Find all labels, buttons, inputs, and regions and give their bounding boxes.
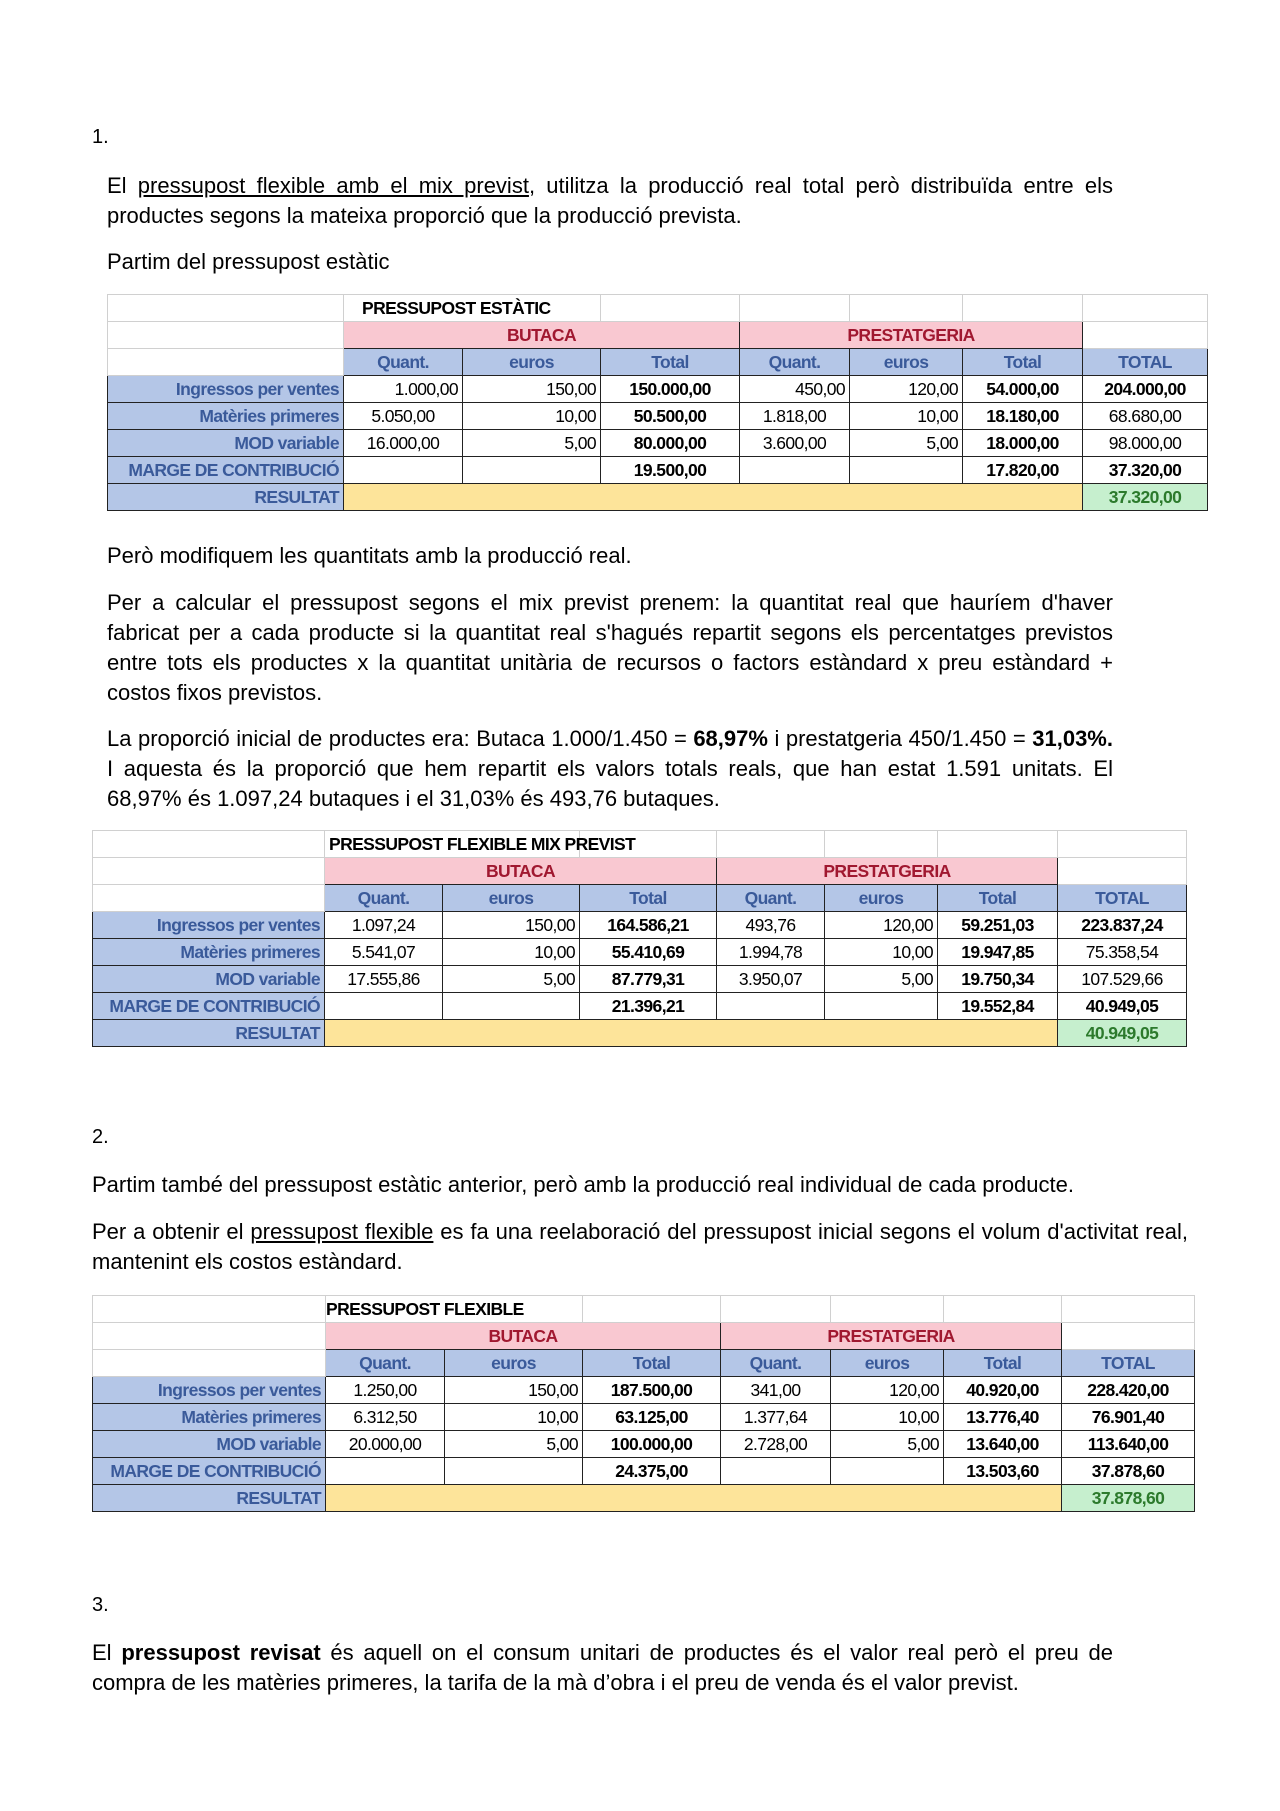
text: Per a obtenir el	[92, 1219, 251, 1244]
column-header: euros	[850, 349, 963, 376]
cell: 19.500,00	[601, 457, 740, 484]
table-row	[93, 993, 1187, 1020]
result-fill	[325, 1020, 1058, 1047]
result-value: 37.320,00	[1083, 484, 1208, 511]
cell	[831, 1458, 944, 1485]
section-number: 3.	[92, 1594, 109, 1616]
column-header: Quant.	[721, 1350, 831, 1377]
table-row	[93, 1377, 1195, 1404]
column-header: Total	[583, 1350, 721, 1377]
result-fill	[344, 484, 1083, 511]
table-row	[93, 912, 1187, 939]
column-header: Total	[944, 1350, 1062, 1377]
cell: 164.586,21	[580, 912, 717, 939]
cell: 10,00	[825, 939, 938, 966]
cell: 21.396,21	[580, 993, 717, 1020]
cell: 1.377,64	[721, 1404, 831, 1431]
section-1-intro	[107, 171, 1113, 231]
paragraph-proportion	[107, 724, 1113, 814]
cell: 5,00	[445, 1431, 583, 1458]
table-pressupost-flexible	[92, 1295, 1195, 1512]
column-header: euros	[445, 1350, 583, 1377]
paragraph: Partim també del pressupost estàtic anterior, però amb la producció real individual de cada producte.	[92, 1172, 1074, 1197]
cell: 5,00	[443, 966, 580, 993]
cell: 55.410,69	[580, 939, 717, 966]
cell: 187.500,00	[583, 1377, 721, 1404]
cell: 5,00	[831, 1431, 944, 1458]
group-header-prestatgeria: PRESTATGERIA	[721, 1323, 1062, 1350]
column-header: euros	[831, 1350, 944, 1377]
cell: 59.251,03	[938, 912, 1058, 939]
table-row	[93, 966, 1187, 993]
row-label: MOD variable	[93, 966, 325, 993]
cell: 18.000,00	[963, 430, 1083, 457]
underlined-term: pressupost flexible	[250, 1219, 434, 1244]
paragraph: Però modifiquem les quantitats amb la producció real.	[107, 543, 632, 568]
cell: 341,00	[721, 1377, 831, 1404]
text: i prestatgeria 450/1.450 =	[767, 726, 1033, 751]
cell: 5,00	[463, 430, 601, 457]
cell: 5.050,00	[344, 403, 463, 430]
cell: 6.312,50	[326, 1404, 445, 1431]
cell: 1.097,24	[325, 912, 443, 939]
paragraph: Partim del pressupost estàtic	[107, 249, 390, 274]
row-label: Ingressos per ventes	[93, 912, 325, 939]
cell: 493,76	[717, 912, 825, 939]
cell: 120,00	[831, 1377, 944, 1404]
cell: 80.000,00	[601, 430, 740, 457]
table-row	[108, 403, 1208, 430]
column-header: euros	[825, 885, 938, 912]
cell: 1.818,00	[740, 403, 850, 430]
group-header-prestatgeria: PRESTATGERIA	[717, 858, 1058, 885]
column-header: TOTAL	[1083, 349, 1208, 376]
cell: 1.000,00	[344, 376, 463, 403]
table-row	[93, 1431, 1195, 1458]
column-header: Quant.	[344, 349, 463, 376]
cell: 10,00	[850, 403, 963, 430]
row-label: MOD variable	[93, 1431, 326, 1458]
cell	[850, 457, 963, 484]
cell: 54.000,00	[963, 376, 1083, 403]
cell: 150,00	[463, 376, 601, 403]
cell	[344, 457, 463, 484]
table-row	[93, 1404, 1195, 1431]
cell: 17.820,00	[963, 457, 1083, 484]
column-header: Total	[963, 349, 1083, 376]
cell: 120,00	[825, 912, 938, 939]
table-row	[108, 430, 1208, 457]
text: El	[107, 173, 138, 198]
cell: 10,00	[443, 939, 580, 966]
cell: 19.552,84	[938, 993, 1058, 1020]
group-header-butaca: BUTACA	[325, 858, 717, 885]
cell: 19.947,85	[938, 939, 1058, 966]
cell: 19.750,34	[938, 966, 1058, 993]
column-header: Quant.	[326, 1350, 445, 1377]
table-title: PRESSUPOST FLEXIBLE MIX PREVIST	[325, 831, 580, 858]
column-header: Quant.	[325, 885, 443, 912]
table-title: PRESSUPOST FLEXIBLE	[326, 1296, 583, 1323]
cell: 5,00	[825, 966, 938, 993]
cell: 17.555,86	[325, 966, 443, 993]
cell: 68.680,00	[1083, 403, 1208, 430]
group-header-prestatgeria: PRESTATGERIA	[740, 322, 1083, 349]
column-header: TOTAL	[1058, 885, 1187, 912]
column-header: euros	[443, 885, 580, 912]
row-label: MARGE DE CONTRIBUCIÓ	[108, 457, 344, 484]
table-pressupost-estatic	[107, 294, 1208, 511]
cell: 63.125,00	[583, 1404, 721, 1431]
row-label: MOD variable	[108, 430, 344, 457]
cell: 10,00	[831, 1404, 944, 1431]
cell: 120,00	[850, 376, 963, 403]
group-header-butaca: BUTACA	[326, 1323, 721, 1350]
column-header: euros	[463, 349, 601, 376]
cell: 113.640,00	[1062, 1431, 1195, 1458]
row-label: Matèries primeres	[93, 939, 325, 966]
cell: 450,00	[740, 376, 850, 403]
text: és aquell on el consum unitari de productes és el valor real però el preu de compra de les matèries primeres, la tarifa de la mà d’obra i el preu de venda és el valor previst.	[92, 1640, 1113, 1695]
paragraph-revisat	[92, 1638, 1113, 1698]
row-label: Ingressos per ventes	[108, 376, 344, 403]
row-label: Matèries primeres	[93, 1404, 326, 1431]
cell: 223.837,24	[1058, 912, 1187, 939]
cell	[463, 457, 601, 484]
cell: 98.000,00	[1083, 430, 1208, 457]
cell: 228.420,00	[1062, 1377, 1195, 1404]
cell	[721, 1458, 831, 1485]
underlined-term: pressupost flexible amb el mix previst	[137, 173, 529, 198]
table-row	[93, 939, 1187, 966]
cell: 3.600,00	[740, 430, 850, 457]
group-header-butaca: BUTACA	[344, 322, 740, 349]
result-label: RESULTAT	[108, 484, 344, 511]
cell: 50.500,00	[601, 403, 740, 430]
cell: 5.541,07	[325, 939, 443, 966]
cell: 3.950,07	[717, 966, 825, 993]
cell: 18.180,00	[963, 403, 1083, 430]
result-label: RESULTAT	[93, 1485, 326, 1512]
cell: 150,00	[445, 1377, 583, 1404]
cell: 40.920,00	[944, 1377, 1062, 1404]
text: , utilitza la producció real total però distribuïda entre els productes segons la mateixa proporció que la producció prevista.	[107, 173, 1113, 228]
cell: 75.358,54	[1058, 939, 1187, 966]
cell	[445, 1458, 583, 1485]
cell: 87.779,31	[580, 966, 717, 993]
cell: 13.776,40	[944, 1404, 1062, 1431]
cell: 37.878,60	[1062, 1458, 1195, 1485]
section-number: 1.	[92, 126, 109, 148]
table-title: PRESSUPOST ESTÀTIC	[344, 295, 601, 322]
cell	[325, 993, 443, 1020]
cell: 20.000,00	[326, 1431, 445, 1458]
paragraph-flexible	[92, 1217, 1188, 1277]
column-header: Quant.	[740, 349, 850, 376]
paragraph: Per a calcular el pressupost segons el mix previst prenem: la quantitat real que hauríem d'haver fabricat per a cada producte si la quantitat real s'hagués repartit segons els percentatges previstos entre tots els productes x la quantitat unitària de recursos o factors estàndard x preu estàndard + costos fixos previstos.	[107, 590, 1113, 705]
result-row	[108, 484, 1208, 511]
cell	[717, 993, 825, 1020]
text: El	[92, 1640, 122, 1665]
cell: 16.000,00	[344, 430, 463, 457]
text: La proporció inicial de productes era: Butaca 1.000/1.450 =	[107, 726, 694, 751]
result-row	[93, 1485, 1195, 1512]
column-header: Quant.	[717, 885, 825, 912]
cell: 10,00	[463, 403, 601, 430]
cell: 10,00	[445, 1404, 583, 1431]
cell: 150.000,00	[601, 376, 740, 403]
bold-text: pressupost revisat	[121, 1640, 321, 1665]
text: I aquesta és la proporció que hem repartit els valors totals reals, que han estat 1.591 unitats. El 68,97% és 1.097,24 butaques i el 31,03% és 493,76 butaques.	[107, 756, 1113, 811]
table-row	[108, 457, 1208, 484]
table-row	[108, 376, 1208, 403]
cell: 13.503,60	[944, 1458, 1062, 1485]
cell	[740, 457, 850, 484]
cell	[825, 993, 938, 1020]
cell: 107.529,66	[1058, 966, 1187, 993]
cell: 100.000,00	[583, 1431, 721, 1458]
cell: 2.728,00	[721, 1431, 831, 1458]
column-header: TOTAL	[1062, 1350, 1195, 1377]
cell: 24.375,00	[583, 1458, 721, 1485]
column-header: Total	[938, 885, 1058, 912]
cell: 5,00	[850, 430, 963, 457]
cell: 1.250,00	[326, 1377, 445, 1404]
row-label: Matèries primeres	[108, 403, 344, 430]
cell: 40.949,05	[1058, 993, 1187, 1020]
cell: 13.640,00	[944, 1431, 1062, 1458]
row-label: MARGE DE CONTRIBUCIÓ	[93, 993, 325, 1020]
column-header: Total	[580, 885, 717, 912]
row-label: Ingressos per ventes	[93, 1377, 326, 1404]
table-row	[93, 1458, 1195, 1485]
result-row	[93, 1020, 1187, 1047]
bold-text: 31,03%.	[1032, 726, 1113, 751]
result-label: RESULTAT	[93, 1020, 325, 1047]
column-header: Total	[601, 349, 740, 376]
bold-text: 68,97%	[693, 726, 768, 751]
cell: 150,00	[443, 912, 580, 939]
result-fill	[326, 1485, 1062, 1512]
cell	[443, 993, 580, 1020]
row-label: MARGE DE CONTRIBUCIÓ	[93, 1458, 326, 1485]
cell	[326, 1458, 445, 1485]
cell: 76.901,40	[1062, 1404, 1195, 1431]
result-value: 37.878,60	[1062, 1485, 1195, 1512]
cell: 37.320,00	[1083, 457, 1208, 484]
text: es fa una reelaboració del pressupost inicial segons el volum d'activitat real, mantenint els costos estàndard.	[92, 1219, 1189, 1274]
cell: 1.994,78	[717, 939, 825, 966]
result-value: 40.949,05	[1058, 1020, 1187, 1047]
table-pressupost-flexible-mix-previst	[92, 830, 1187, 1047]
section-number: 2.	[92, 1126, 109, 1148]
cell: 204.000,00	[1083, 376, 1208, 403]
